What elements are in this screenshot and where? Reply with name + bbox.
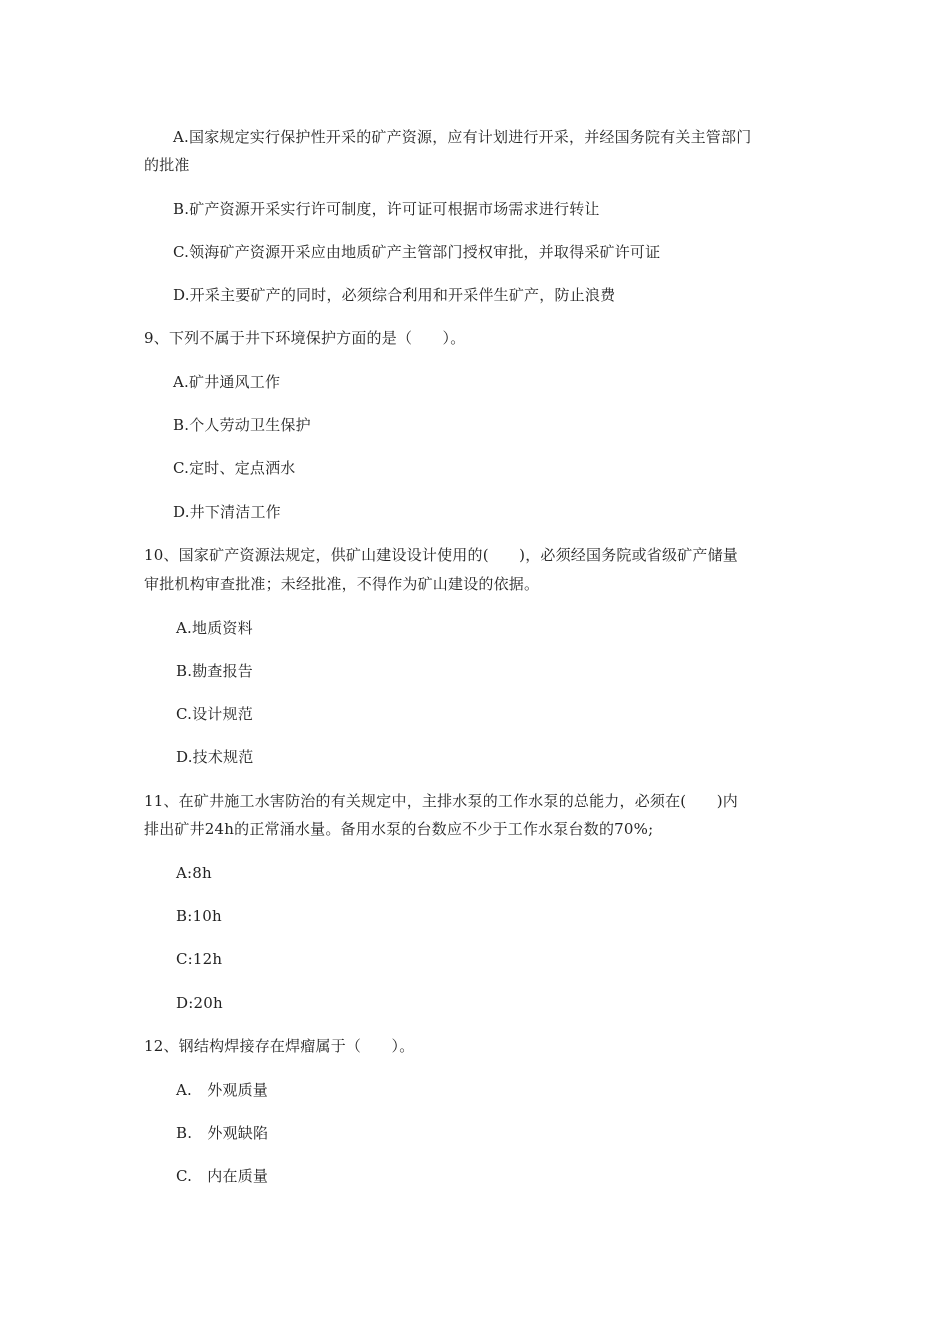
q12-option-a: A. 外观质量 xyxy=(176,1081,269,1099)
q12-stem: 12、钢结构焊接存在焊瘤属于（ ）。 xyxy=(144,1037,415,1055)
q10-option-c: C.设计规范 xyxy=(176,705,253,723)
q10-stem-line1: 10、国家矿产资源法规定，供矿山建设设计使用的( )，必须经国务院或省级矿产储量 xyxy=(144,546,738,564)
q10-stem-line2: 审批机构审查批准；未经批准，不得作为矿山建设的依据。 xyxy=(144,575,540,593)
q8-option-d: D.开采主要矿产的同时，必须综合利用和开采伴生矿产，防止浪费 xyxy=(173,286,616,304)
q11-option-c: C:12h xyxy=(176,950,223,968)
q9-stem: 9、下列不属于井下环境保护方面的是（ ）。 xyxy=(144,329,466,347)
q11-option-b: B:10h xyxy=(176,907,222,925)
q11-option-a: A:8h xyxy=(176,864,212,882)
q11-stem-line2: 排出矿井24h的正常涌水量。备用水泵的台数应不少于工作水泵台数的70%; xyxy=(144,820,654,838)
q10-option-b: B.勘查报告 xyxy=(176,662,253,680)
q10-option-d: D.技术规范 xyxy=(176,748,254,766)
q12-option-b: B. 外观缺陷 xyxy=(176,1124,269,1142)
q11-option-d: D:20h xyxy=(176,994,223,1012)
q10-option-a: A.地质资料 xyxy=(176,619,253,637)
q9-option-d: D.井下清洁工作 xyxy=(173,503,281,521)
q8-option-c: C.领海矿产资源开采应由地质矿产主管部门授权审批，并取得采矿许可证 xyxy=(173,243,661,261)
q9-option-a: A.矿井通风工作 xyxy=(173,373,281,391)
q11-stem-line1: 11、在矿井施工水害防治的有关规定中，主排水泵的工作水泵的总能力，必须在( )内 xyxy=(144,792,738,810)
q9-option-b: B.个人劳动卫生保护 xyxy=(173,416,311,434)
q9-option-c: C.定时、定点洒水 xyxy=(173,459,296,477)
q8-option-b: B.矿产资源开采实行许可制度，许可证可根据市场需求进行转让 xyxy=(173,200,600,218)
q8-option-a-line1: A.国家规定实行保护性开采的矿产资源，应有计划进行开采，并经国务院有关主管部门 xyxy=(173,128,752,146)
q8-option-a-line2: 的批准 xyxy=(144,156,190,174)
q12-option-c: C. 内在质量 xyxy=(176,1167,269,1185)
